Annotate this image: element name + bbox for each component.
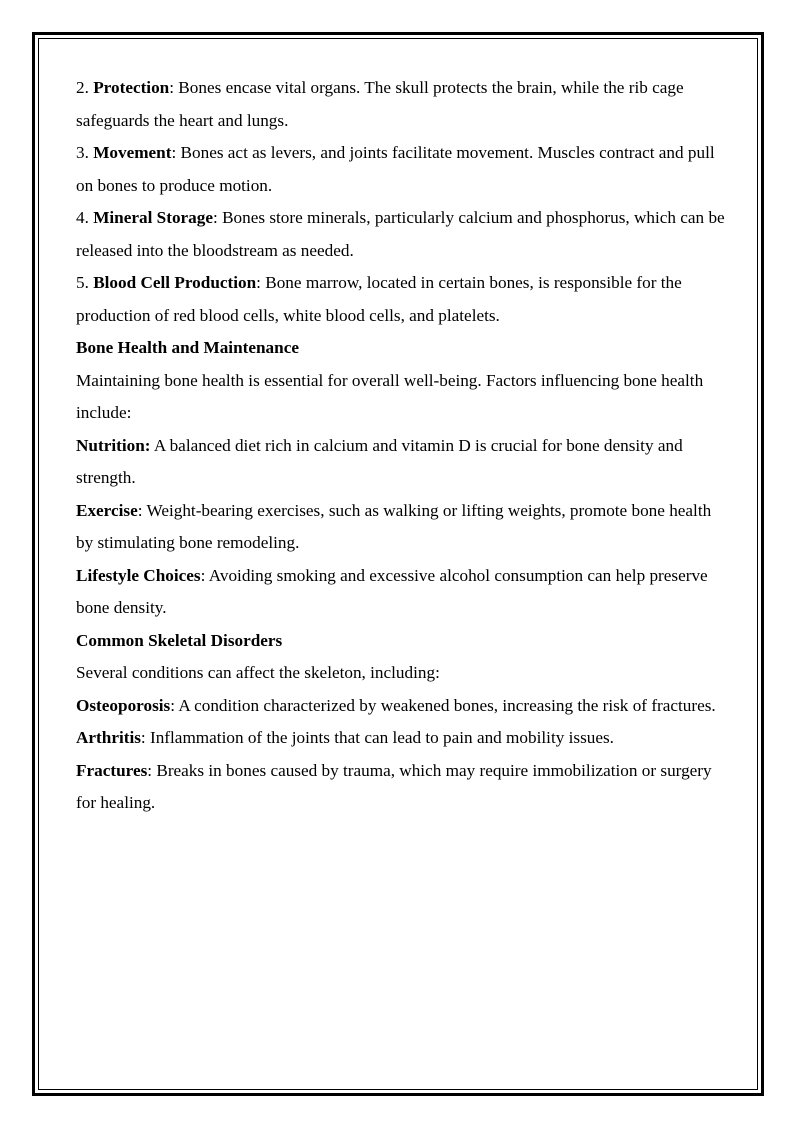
bone-health-item-nutrition — [76, 430, 726, 495]
item-term: Movement — [93, 143, 172, 162]
item-number: 4. — [76, 208, 89, 227]
item-number: 3. — [76, 143, 89, 162]
item-term: Arthritis — [76, 728, 141, 747]
item-text: : Avoiding smoking and excessive alcohol consumption can help preserve bone density. — [76, 565, 708, 617]
item-text: : Bones encase vital organs. The skull protects the brain, while the rib cage safeguards the heart and lungs. — [76, 78, 684, 130]
disorder-item-osteoporosis — [76, 690, 726, 723]
function-item-movement — [76, 137, 726, 202]
disorders-intro: Several conditions can affect the skeleton, including: — [76, 663, 440, 682]
item-term: Nutrition: — [76, 435, 151, 455]
function-item-protection — [76, 72, 726, 137]
item-text: : Bones store minerals, particularly calcium and phosphorus, which can be released into the bloodstream as needed. — [76, 208, 725, 260]
item-text: : A condition characterized by weakened bones, increasing the risk of fractures. — [170, 695, 716, 715]
item-term: Mineral Storage — [93, 208, 213, 227]
disorder-item-arthritis — [76, 722, 726, 755]
item-term: Blood Cell Production — [93, 273, 257, 292]
disorder-item-fractures — [76, 755, 726, 820]
section-heading-disorders: Common Skeletal Disorders — [76, 630, 283, 650]
item-term: Lifestyle Choices — [76, 565, 201, 585]
item-term: Fractures — [76, 760, 148, 780]
bone-health-item-lifestyle — [76, 560, 726, 625]
item-number: 2. — [76, 78, 89, 97]
item-text: : Bones act as levers, and joints facilitate movement. Muscles contract and pull on bones to produce motion. — [76, 143, 715, 195]
item-number: 5. — [76, 273, 89, 292]
item-term: Osteoporosis — [76, 695, 171, 715]
function-item-blood-cell-production — [76, 267, 726, 332]
item-term: Protection — [93, 78, 170, 97]
function-item-mineral-storage — [76, 202, 726, 267]
item-text: A balanced diet rich in calcium and vitamin D is crucial for bone density and strength. — [76, 435, 683, 487]
item-text: : Inflammation of the joints that can lead to pain and mobility issues. — [140, 728, 614, 747]
bone-health-item-exercise — [76, 495, 726, 560]
document-body — [76, 72, 726, 820]
item-text: : Bone marrow, located in certain bones, is responsible for the production of red blood cells, white blood cells, and platelets. — [76, 273, 682, 325]
item-text: : Breaks in bones caused by trauma, which may require immobilization or surgery for healing. — [76, 760, 712, 812]
item-term: Exercise — [76, 500, 138, 520]
item-text: : Weight-bearing exercises, such as walking or lifting weights, promote bone health by stimulating bone remodeling. — [76, 500, 712, 552]
section-heading-bone-health: Bone Health and Maintenance — [76, 338, 299, 357]
bone-health-intro: Maintaining bone health is essential for overall well-being. Factors influencing bone health include: — [76, 370, 704, 422]
